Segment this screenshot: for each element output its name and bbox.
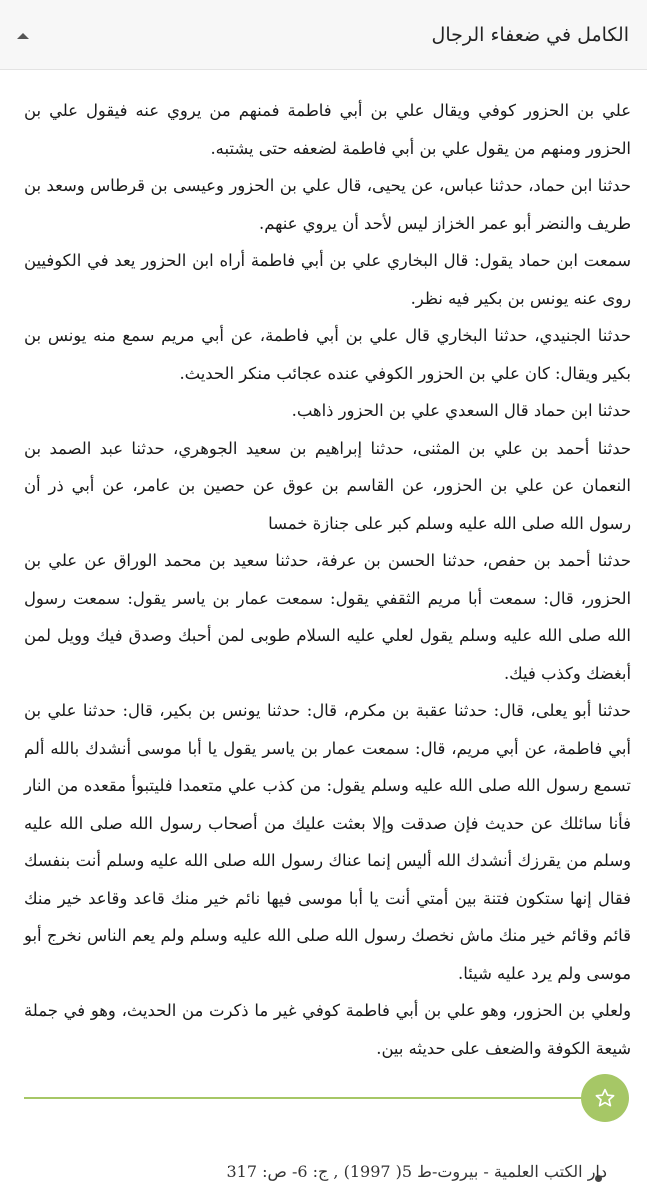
paragraph: حدثنا أبو يعلى، قال: حدثنا عقبة بن مكرم، قال: حدثنا يونس بن بكير، قال: حدثنا علي بن أبي فاطمة، عن أبي مريم، قال: سمعت عمار بن ياسر يقول يا أبا موسى أنشدك بالله ألم تسمع رسول الله صلى الله عليه وسلم يقول: من كذب علي متعمدا فليتبوأ مقعده من النار فأنا سائلك عن حديث فإن صدقت وإلا بعثت عليك من أصحاب رسول الله صلى الله عليه وسلم من يقرزك أنشدك الله أليس إنما عناك رسول الله صلى الله عليه وسلم أنت بنفسك فقال إنها ستكون فتنة بين أمتي أنت يا أبا موسى فيها نائم خير منك قاعد وقاعد خير منك قائم وقائم خير منك ماش نخصك رسول الله صلى الله عليه وسلم ولم يعم الناس نخرج أبو موسى ولم يرد عليه شيئا. [24, 701, 631, 983]
paragraph: حدثنا ابن حماد قال السعدي علي بن الحزور ذاهب. [291, 401, 631, 420]
paragraph: حدثنا أحمد بن حفص، حدثنا الحسن بن عرفة، حدثنا سعيد بن محمد الوراق عن علي بن الحزور، قال: سمعت أبا مريم الثقفي يقول: سمعت عمار بن ياسر يقول: سمعت رسول الله صلى الله عليه وسلم يقول لعلي عليه السلام طوبى لمن أحبك وصدق فيك وويل لمن أبغضك وكذب فيك. [24, 551, 631, 683]
book-content [24, 92, 631, 1067]
collapse-button[interactable] [10, 22, 36, 48]
paragraph: ولعلي بن الحزور، وهو علي بن أبي فاطمة كوفي غير ما ذكرت من الحديث، وهو في جملة شيعة الكوفة والضعف على حديثه بين. [24, 1001, 631, 1058]
paragraph: سمعت ابن حماد يقول: قال البخاري علي بن أبي فاطمة أراه ابن الحزور يعد في الكوفيين روى عنه يونس بن بكير فيه نظر. [24, 251, 631, 308]
source-citation: دار الكتب العلمية - بيروت-ط 5( 1997) , ج: 6- ص: 317 [226, 1162, 607, 1181]
star-icon [594, 1087, 616, 1109]
favorite-button[interactable] [581, 1074, 629, 1122]
paragraph: حدثنا أحمد بن علي بن المثنى، حدثنا إبراهيم بن سعيد الجوهري، حدثنا عبد الصمد بن النعمان عن علي بن الحزور، عن القاسم بن عوق عن حصين بن عامر، عن أبي ذر أن رسول الله صلى الله عليه وسلم كبر على جنازة خمسا [24, 438, 631, 533]
chevron-up-icon [16, 31, 30, 40]
paragraph: حدثنا الجنيدي، حدثنا البخاري قال علي بن أبي فاطمة، عن أبي مريم سمع منه يونس بن بكير ويقال: كان علي بن الحزور الكوفي عنده عجائب منكر الحديث. [24, 326, 631, 383]
book-header[interactable] [0, 0, 647, 70]
divider [24, 1097, 582, 1099]
paragraph: حدثنا ابن حماد، حدثنا عباس، عن يحيى، قال علي بن الحزور وعيسى بن قرطاس وسعد بن طريف والنضر أبو عمر الخزاز ليس لأحد أن يروي عنهم. [24, 176, 631, 233]
paragraph: علي بن الحزور كوفي ويقال علي بن أبي فاطمة فمنهم من يروي عنه فيقول علي بن الحزور ومنهم من يقول علي بن أبي فاطمة لضعفه حتى يشتبه. [24, 101, 631, 158]
book-title: الكامل في ضعفاء الرجال [431, 24, 629, 46]
